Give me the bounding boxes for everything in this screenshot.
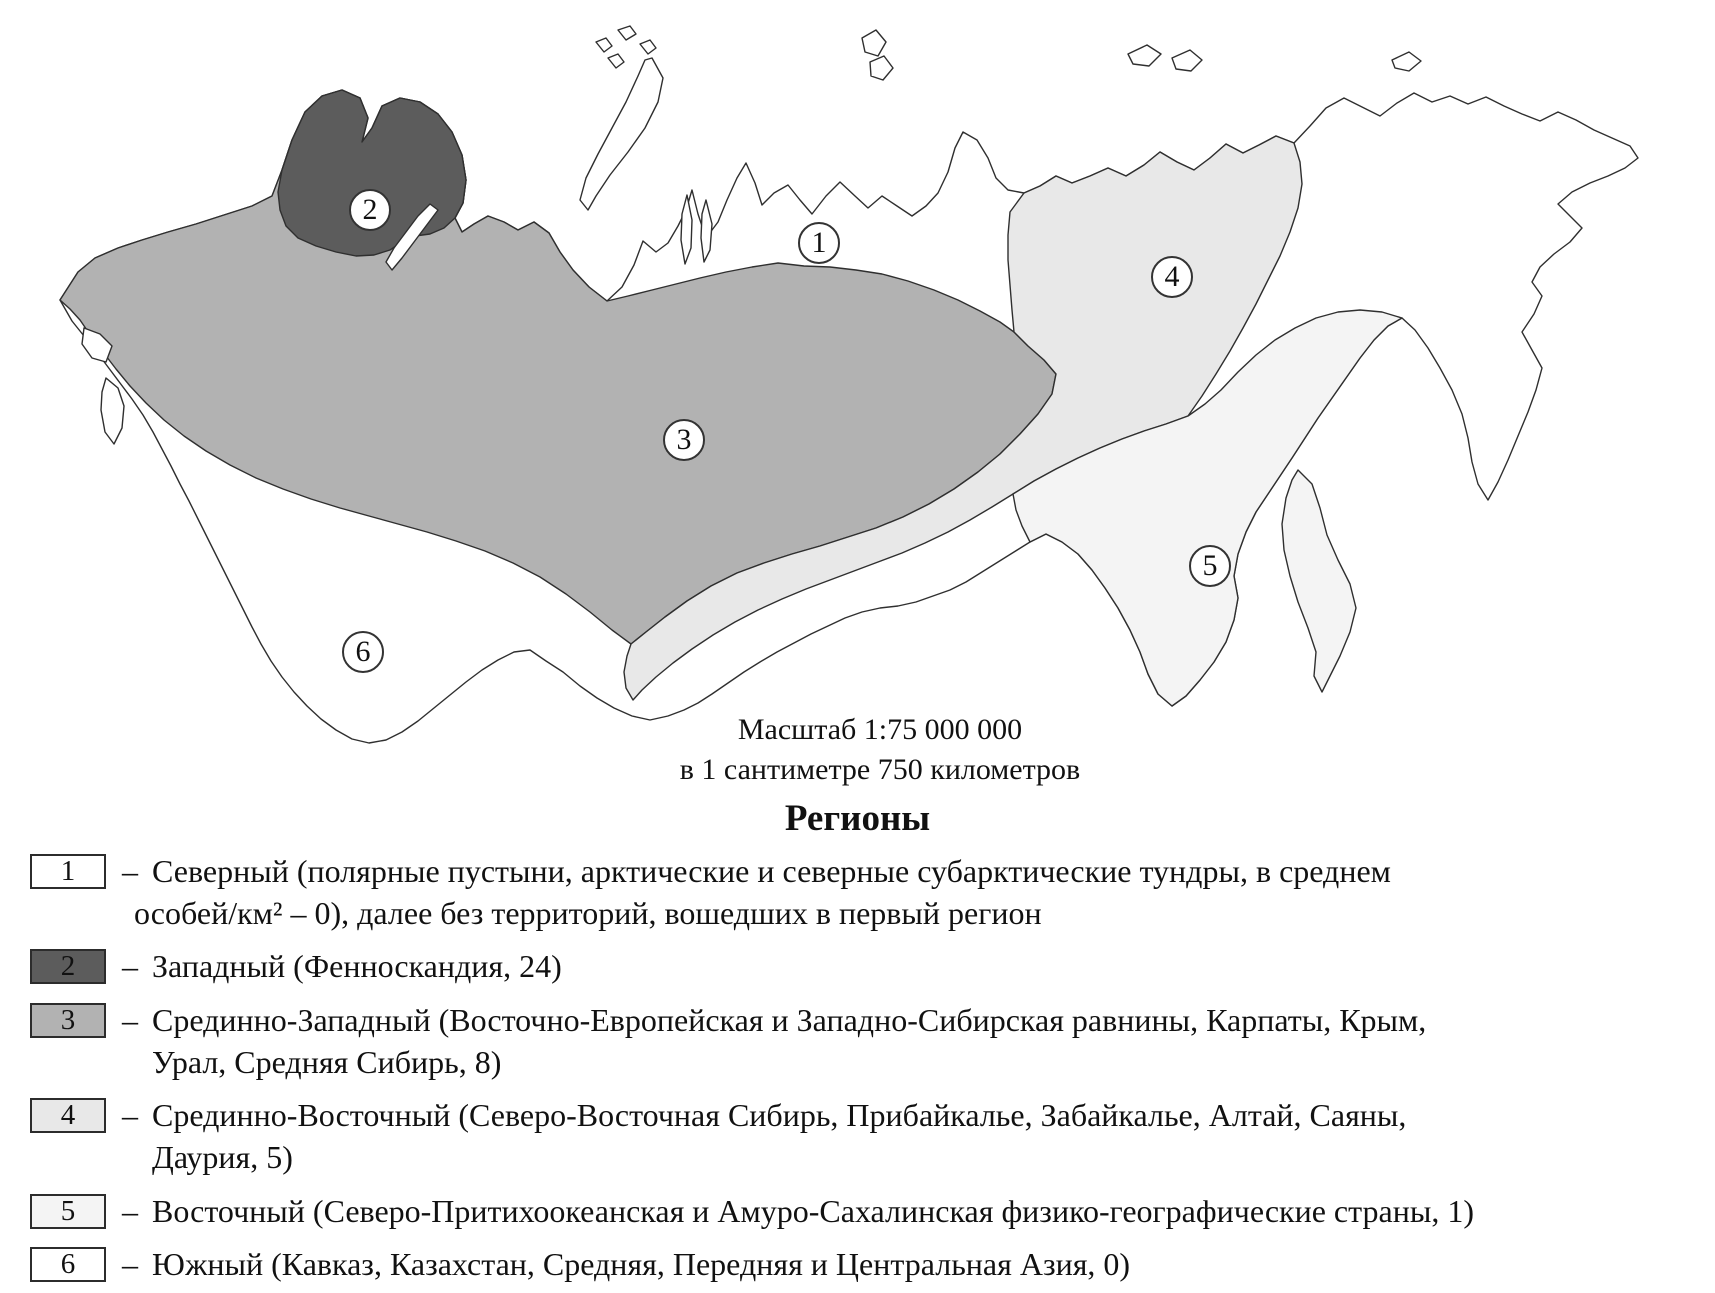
legend-swatch-1 [30, 854, 106, 889]
region-marker-4: 4 [1151, 256, 1193, 298]
legend-swatch-number: 3 [60, 1003, 76, 1036]
region-marker-6: 6 [342, 631, 384, 673]
legend-text-line: Западный (Фенноскандия, 24) [152, 948, 562, 985]
legend-swatch-number: 5 [60, 1194, 76, 1227]
region-marker-5: 5 [1189, 545, 1231, 587]
map-scale-line2: в 1 сантиметре 750 километров [679, 752, 1081, 786]
legend-swatch-6 [30, 1247, 106, 1282]
legend-swatch-number: 1 [60, 855, 76, 887]
legend-dash: – [122, 1097, 138, 1134]
legend-item-1 [30, 850, 1715, 934]
legend-swatch-2 [30, 949, 106, 984]
legend-swatch-5 [30, 1194, 106, 1229]
legend-text-line: особей/км² – 0), далее без территорий, вошедших в первый регион [134, 895, 1042, 932]
legend-text-line: Южный (Кавказ, Казахстан, Средняя, Передняя и Центральная Азия, 0) [152, 1245, 1131, 1282]
legend-dash: – [122, 948, 138, 985]
legend-dash: – [122, 853, 138, 889]
legend-item-2 [30, 945, 1715, 987]
legend-text-line: Северный (полярные пустыни, арктические и северные субарктические тундры, в среднем [152, 853, 1391, 889]
legend-item-5 [30, 1190, 1715, 1232]
legend [0, 850, 1715, 1285]
legend-swatch-3 [30, 1003, 106, 1038]
legend-swatch-number: 2 [60, 950, 76, 983]
region-marker-1: 1 [798, 222, 840, 264]
legend-text-line: Даурия, 5) [152, 1139, 293, 1176]
novaya-zemlya-island [580, 58, 663, 210]
region-marker-2: 2 [349, 189, 391, 231]
map-layers [60, 26, 1638, 743]
legend-item-text [152, 1094, 1715, 1178]
region-marker-3: 3 [663, 419, 705, 461]
legend-title: Регионы [784, 798, 931, 839]
legend-item-text [152, 1190, 1715, 1232]
legend-dash: – [122, 1001, 138, 1038]
legend-swatch-4 [30, 1098, 106, 1133]
legend-text-line: Срединно-Западный (Восточно-Европейская и Западно-Сибирская равнины, Карпаты, Крым, [152, 1001, 1427, 1038]
legend-text-line: Урал, Средняя Сибирь, 8) [152, 1043, 502, 1080]
legend-swatch-number: 6 [60, 1247, 76, 1280]
legend-swatch-number: 4 [60, 1099, 76, 1132]
map-scale [600, 710, 1160, 789]
arctic-islands [596, 26, 1421, 80]
sakhalin-island [1282, 470, 1356, 692]
legend-item-4 [30, 1094, 1715, 1178]
map-scale-line1: Масштаб 1:75 000 000 [737, 713, 1023, 746]
legend-item-6 [30, 1243, 1715, 1285]
legend-text-line: Срединно-Восточный (Северо-Восточная Сибирь, Прибайкалье, Забайкалье, Алтай, Саяны, [152, 1097, 1407, 1134]
legend-dash: – [122, 1192, 138, 1229]
caspian-sea-lake [101, 378, 124, 444]
legend-item-text [152, 999, 1715, 1083]
region-2-area [278, 90, 466, 256]
legend-text-line: Восточный (Северо-Притихоокеанская и Амуро-Сахалинская физико-географические страны, 1) [152, 1192, 1474, 1229]
legend-item-text [134, 850, 1715, 934]
legend-dash: – [122, 1245, 138, 1282]
legend-item-text [152, 1243, 1715, 1285]
legend-item-3 [30, 999, 1715, 1083]
legend-item-text [152, 945, 1715, 987]
